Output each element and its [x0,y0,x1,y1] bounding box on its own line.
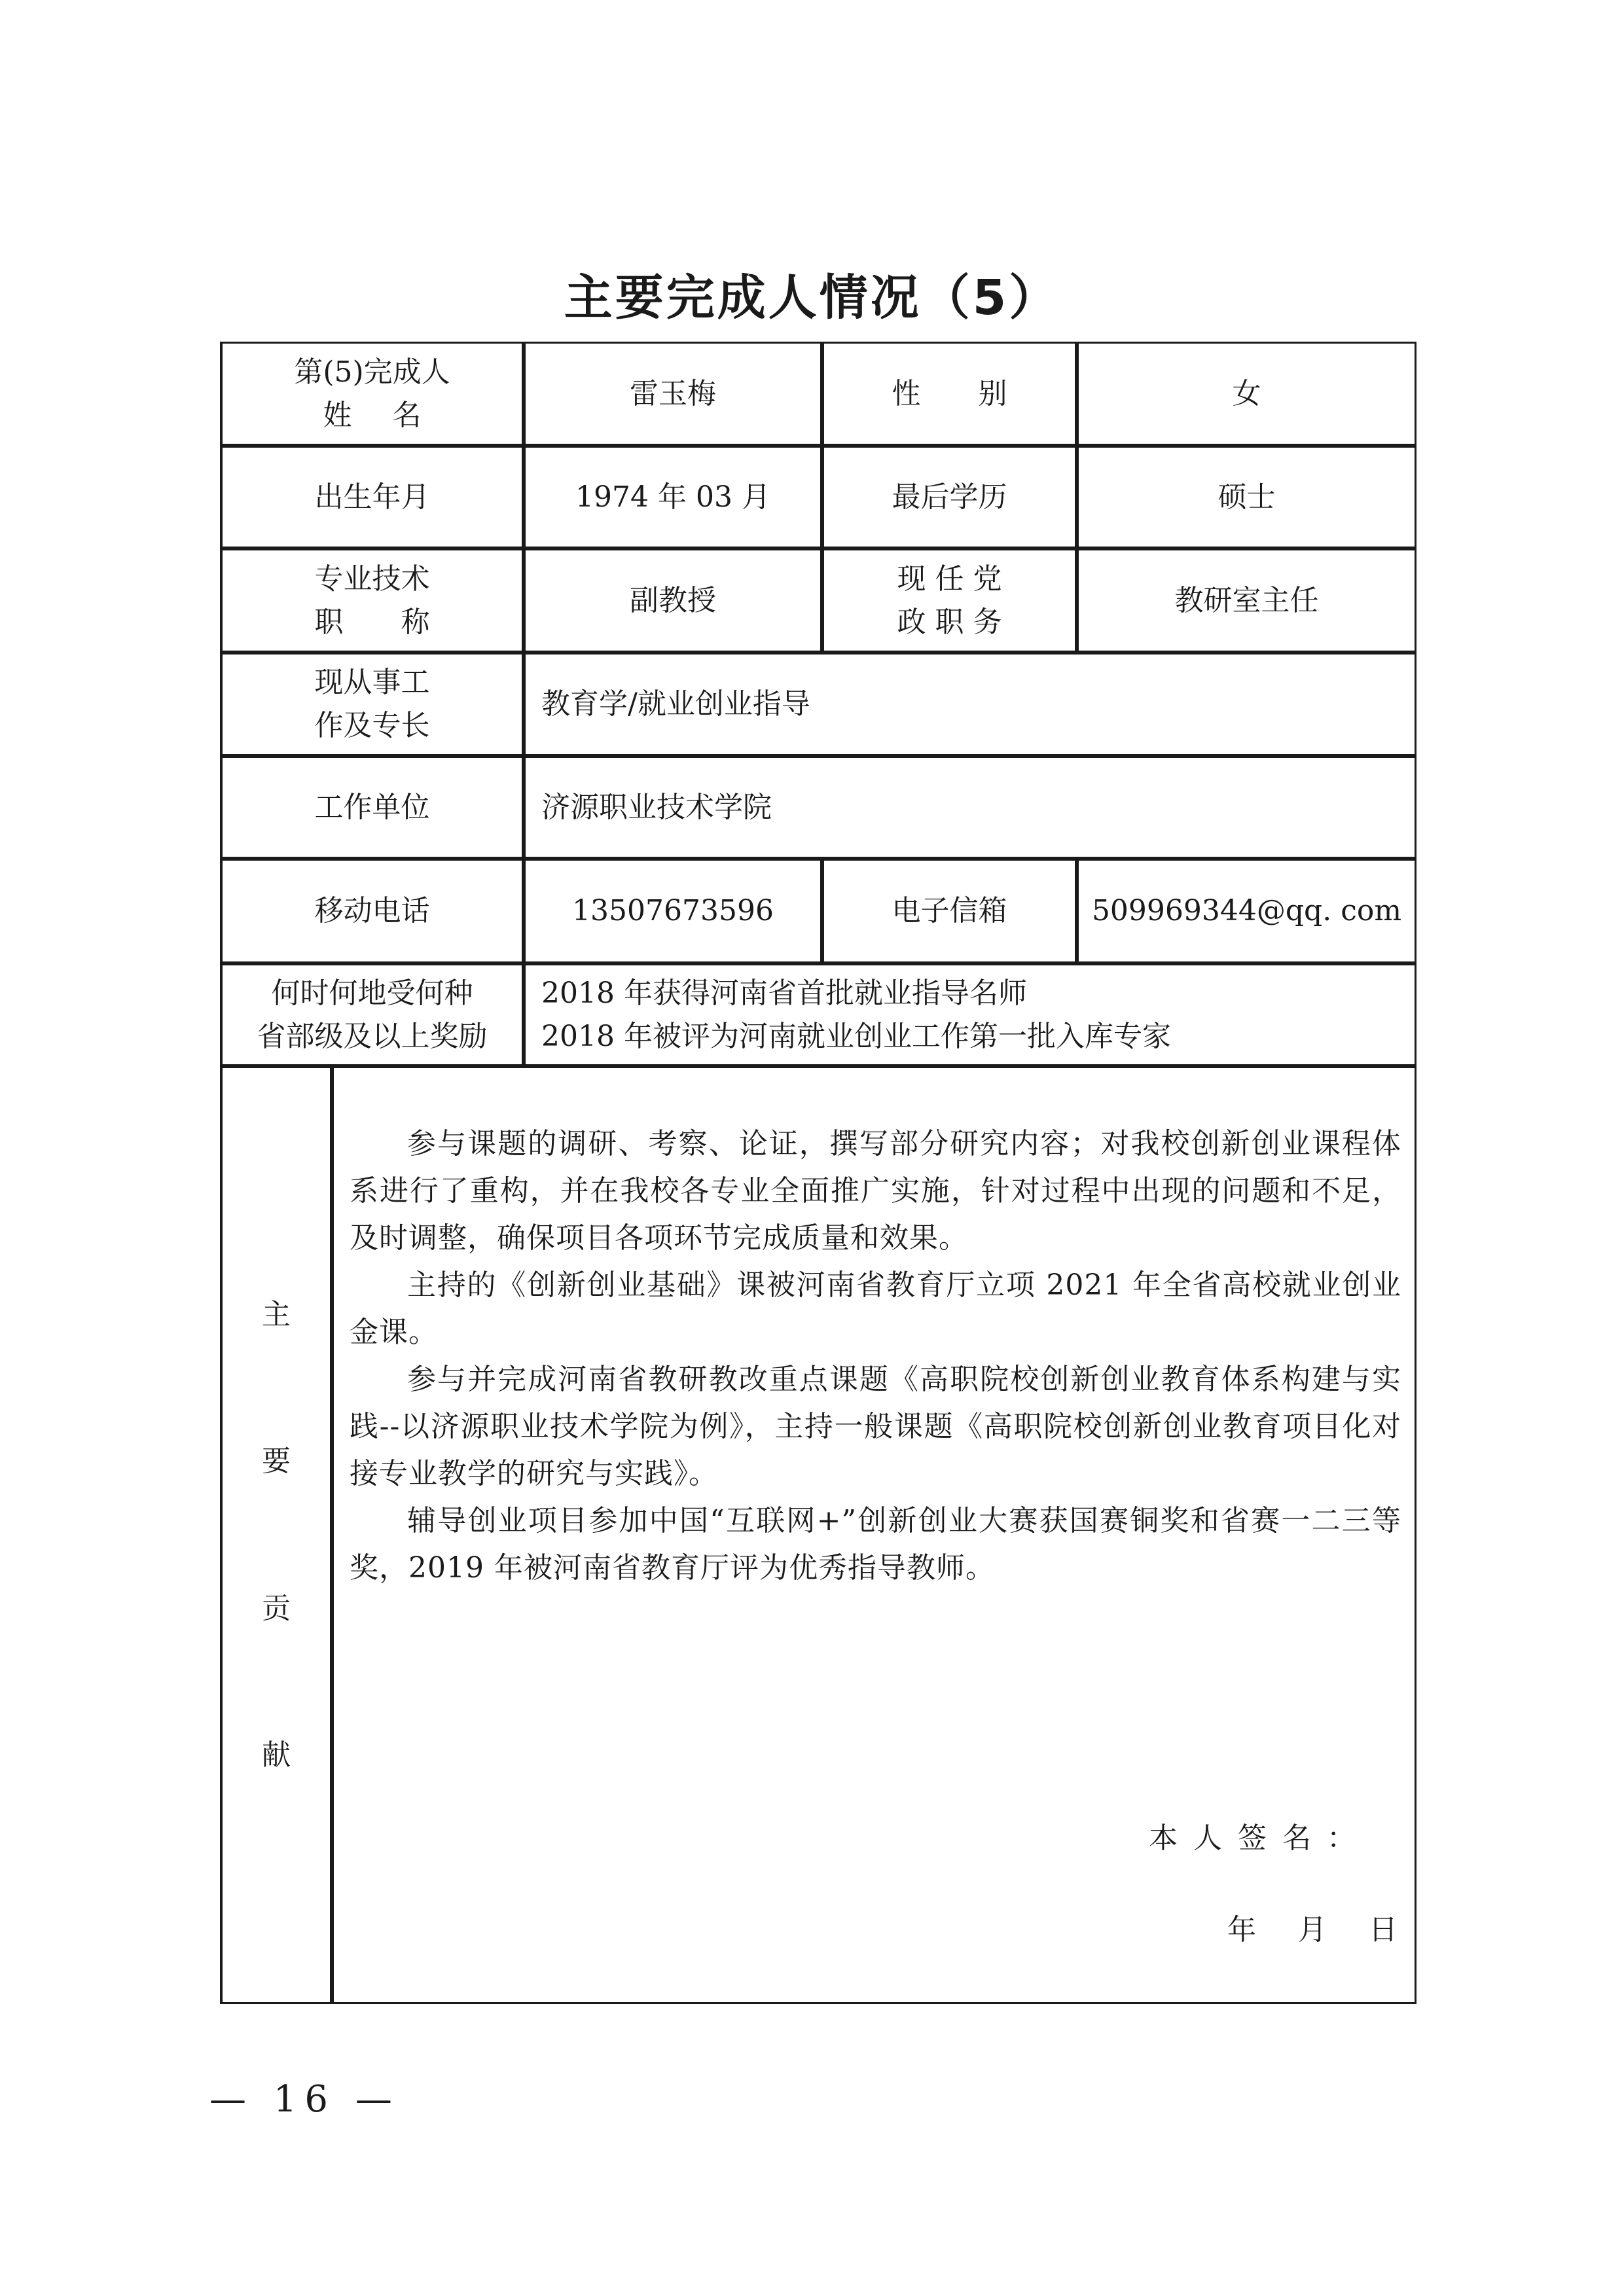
contribution-paragraph-4: 辅导创业项目参加中国“互联网+”创新创业大赛获国赛铜奖和省赛一二三等奖，2019 年被河南省教育厅评为优秀指导教师。 [350,1504,1401,1585]
work-value: 教育学/就业创业指导 [541,687,810,721]
contribution-label-char1: 主 [262,1297,291,1331]
gender-label: 性 别 [892,376,1007,410]
title-label-char1: 职 [314,605,344,639]
unit-label: 工作单位 [314,790,430,824]
gender-label-cell [822,342,1077,446]
contribution-content-cell [332,1066,1416,2004]
name-value-cell [524,342,822,446]
email-value-cell [1077,859,1416,963]
position-label-line2: 政 职 务 [897,605,1002,639]
awards-label-cell [220,963,524,1066]
work-value-cell [524,653,1416,756]
award-item-2: 2018 年被评为河南就业创业工作第一批入库专家 [541,1019,1171,1053]
title-label-char2: 称 [401,605,430,639]
awards-label-line1: 何时何地受何种 [271,976,473,1010]
name-label-char2: 名 [392,398,422,432]
title-label-line1: 专业技术 [314,562,430,596]
signature-label: 本人签名： [1149,1821,1371,1855]
contribution-paragraph-1: 参与课题的调研、考察、论证，撰写部分研究内容；对我校创新创业课程体系进行了重构，并在我校各专业全面推广实施，针对过程中出现的问题和不足，及时调整，确保项目各项环节完成质量和效果。 [350,1127,1401,1255]
contribution-label-char3: 贡 [262,1591,291,1625]
email-value: 509969344@qq. com [1091,894,1402,927]
email-label: 电子信箱 [892,894,1007,927]
title-value: 副教授 [630,583,716,617]
title-label-cell [220,548,524,653]
position-value-cell [1077,548,1416,653]
contribution-text [350,1121,1401,1592]
award-item-1: 2018 年获得河南省首批就业指导名师 [541,976,1027,1010]
contribution-paragraph-2: 主持的《创新创业基础》课被河南省教育厅立项 2021 年全省高校就业创业金课。 [350,1268,1401,1349]
birth-label-cell [220,446,524,548]
unit-value-cell [524,756,1416,859]
position-value: 教研室主任 [1174,583,1319,617]
position-label-cell [822,548,1077,653]
work-label-cell [220,653,524,756]
work-label-line2: 作及专长 [314,709,430,742]
contribution-label-char4: 献 [262,1738,291,1772]
name-label-cell [220,342,524,446]
awards-label-line2: 省部级及以上奖励 [257,1019,488,1053]
phone-label-cell [220,859,524,963]
page-title: 主要完成人情况（5） [564,270,1060,326]
birth-value-cell [524,446,822,548]
title-value-cell [524,548,822,653]
education-value: 硕士 [1218,480,1276,514]
personnel-form [222,344,1418,2006]
name-label-line1: 第(5)完成人 [294,355,450,389]
birth-value: 1974 年 03 月 [575,480,770,514]
phone-value: 13507673596 [572,894,774,927]
phone-value-cell [524,859,822,963]
education-label-cell [822,446,1077,548]
work-label-line1: 现从事工 [314,666,430,699]
name-label-char1: 姓 [323,398,352,432]
education-value-cell [1077,446,1416,548]
name-value: 雷玉梅 [630,376,716,410]
education-label: 最后学历 [892,480,1007,514]
unit-label-cell [220,756,524,859]
position-label-line1: 现 任 党 [897,562,1002,596]
page-number: — 16 — [209,2078,400,2121]
contribution-label-char2: 要 [262,1444,291,1479]
date-label: 年 月 日 [1227,1913,1404,1946]
gender-value-cell [1077,342,1416,446]
awards-value-cell [524,963,1416,1066]
birth-label: 出生年月 [314,480,430,514]
phone-label: 移动电话 [314,894,430,927]
contribution-paragraph-3: 参与并完成河南省教研教改重点课题《高职院校创新创业教育体系构建与实践--以济源职业技术学院为例》，主持一般课题《高职院校创新创业教育项目化对接专业教学的研究与实践》。 [350,1363,1401,1490]
gender-value: 女 [1232,376,1261,410]
unit-value: 济源职业技术学院 [541,790,772,824]
email-label-cell [822,859,1077,963]
contribution-label-cell [220,1066,332,2004]
